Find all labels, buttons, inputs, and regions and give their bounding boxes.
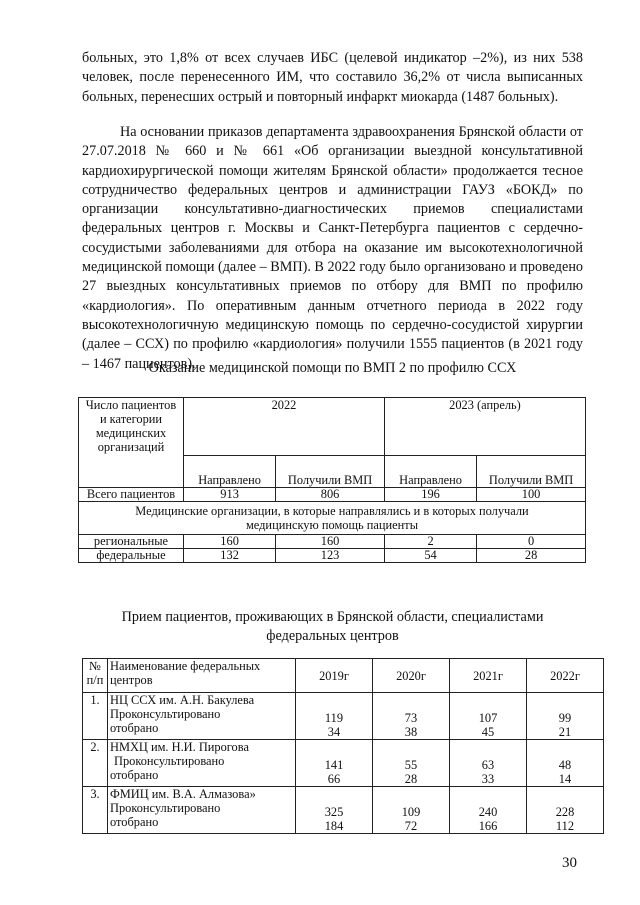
consulted-value: 107 [478, 711, 498, 725]
table1-row-label: федеральные [79, 549, 184, 563]
table2-cell [450, 787, 527, 834]
table1-sub-received-2023: Получили ВМП [477, 456, 586, 488]
table1-sub-sent-2022: Направлено [184, 456, 276, 488]
consulted-value: 109 [401, 805, 421, 819]
consulted-value: 228 [555, 805, 575, 819]
table2-center-name [108, 740, 296, 787]
table2-row-num: 1. [83, 693, 108, 740]
table1-cell: 123 [276, 549, 385, 563]
selected-value: 28 [404, 772, 418, 786]
selected-value: 38 [404, 725, 418, 739]
table-row [83, 693, 604, 740]
selected-value: 21 [558, 725, 572, 739]
table2-col-name: Наименование федеральных центров [108, 659, 296, 693]
table1-year-2023: 2023 (апрель) [384, 398, 585, 456]
table2-row-num: 3. [83, 787, 108, 834]
table2-year: 2019г [296, 659, 373, 693]
table2-cell [527, 693, 604, 740]
table1-cell: 913 [184, 488, 276, 502]
table1-cell: 54 [384, 549, 476, 563]
table1-header-label: Число пациентов и категории медицинских организаций [79, 398, 184, 488]
selected-value: 34 [327, 725, 341, 739]
table2-cell [527, 787, 604, 834]
table2-cell [373, 787, 450, 834]
table2-year: 2021г [450, 659, 527, 693]
table-row [79, 488, 586, 502]
table1-cell: 100 [477, 488, 586, 502]
table1-cell: 132 [184, 549, 276, 563]
table1-total-label: Всего пациентов [79, 488, 184, 502]
table1-year-2022: 2022 [184, 398, 385, 456]
table-row [83, 740, 604, 787]
table1-row-label: региональные [79, 535, 184, 549]
selected-value: 33 [481, 772, 495, 786]
selected-value: 45 [481, 725, 495, 739]
selected-value: 14 [558, 772, 572, 786]
consulted-label: Проконсультировано [110, 707, 221, 721]
table1-cell: 0 [477, 535, 586, 549]
table-row [83, 787, 604, 834]
selected-label: отобрано [110, 768, 159, 782]
center-title: НЦ ССХ им. А.Н. Бакулева [110, 693, 255, 707]
table2-cell [296, 740, 373, 787]
table2-center-name [108, 787, 296, 834]
table-row [79, 535, 586, 549]
federal-centers-table [82, 658, 604, 834]
table2-cell [450, 693, 527, 740]
center-title: НМХЦ им. Н.И. Пирогова [110, 740, 249, 754]
consulted-value: 73 [404, 711, 418, 725]
table1-sub-sent-2023: Направлено [384, 456, 476, 488]
table1-caption: Оказание медицинской помощи по ВМП 2 по профилю ССХ [148, 360, 517, 376]
consulted-value: 48 [558, 758, 572, 772]
table2-cell [373, 693, 450, 740]
table2-year: 2022г [527, 659, 604, 693]
table2-caption: Прием пациентов, проживающих в Брянской области, специалистами федеральных центров [121, 609, 544, 644]
consulted-label: Проконсультировано [110, 801, 221, 815]
table2-center-name [108, 693, 296, 740]
consulted-value: 325 [324, 805, 344, 819]
table1-cell: 196 [384, 488, 476, 502]
consulted-value: 240 [478, 805, 498, 819]
consulted-value: 63 [481, 758, 495, 772]
table2-cell [296, 787, 373, 834]
table2-cell [373, 740, 450, 787]
table1-cell: 2 [384, 535, 476, 549]
page-number: 30 [562, 855, 577, 871]
vmp-table [78, 397, 586, 563]
table1-sub-received-2022: Получили ВМП [276, 456, 385, 488]
table2-cell [450, 740, 527, 787]
paragraph-continuation: больных, это 1,8% от всех случаев ИБС (целевой индикатор –2%), из них 538 человек, после перенесенного ИМ, что составило 36,2% от числа выписанных больных, перенесших острый и повторный инфаркт миокарда (1487 больных). [82, 50, 583, 105]
selected-label: отобрано [110, 721, 159, 735]
table1-cell: 806 [276, 488, 385, 502]
table2-cell [527, 740, 604, 787]
table2-cell [296, 693, 373, 740]
paragraph-orders: На основании приказов департамента здравоохранения Брянской области от 27.07.2018 № 660 и № 661 «Об организации выездной консультативной кардиохирургической помощи жителям Брянской области» продолжается тесное сотрудничество федеральных центров и администрации ГАУЗ «БОКД» по организации консультативно-диагностических приемов специалистами федеральных центров г. Москвы и Санкт-Петербурга пациентов с сердечно-сосудистыми заболеваниями для отбора на оказание им высокотехнологичной медицинской помощи (далее – ВМП). В 2022 году было организовано и проведено 27 выездных консультативных приемов по отбору для ВМП по профилю «кардиология». По оперативным данным отчетного периода в 2022 году высокотехнологичную медицинскую помощь по сердечно-сосудистой хирургии (далее – ССХ) по профилю «кардиология» получили 1555 пациентов (в 2021 году – 1467 пациентов). [82, 124, 583, 372]
table2-row-num: 2. [83, 740, 108, 787]
consulted-label: Проконсультировано [114, 754, 225, 768]
center-title: ФМИЦ им. В.А. Алмазова» [110, 787, 256, 801]
table-row [79, 502, 586, 535]
table1-section-note: Медицинские организации, в которые направлялись и в которых получали медицинскую помощь пациенты [79, 502, 586, 535]
consulted-value: 55 [404, 758, 418, 772]
consulted-value: 141 [324, 758, 344, 772]
table2-col-num: № п/п [83, 659, 108, 693]
selected-value: 112 [555, 819, 575, 833]
table1-cell: 28 [477, 549, 586, 563]
table1-cell: 160 [276, 535, 385, 549]
selected-value: 72 [404, 819, 418, 833]
selected-value: 184 [324, 819, 344, 833]
consulted-value: 119 [324, 711, 344, 725]
selected-label: отобрано [110, 815, 159, 829]
table-row [79, 549, 586, 563]
consulted-value: 99 [558, 711, 572, 725]
selected-value: 66 [327, 772, 341, 786]
table2-year: 2020г [373, 659, 450, 693]
table1-cell: 160 [184, 535, 276, 549]
selected-value: 166 [478, 819, 498, 833]
